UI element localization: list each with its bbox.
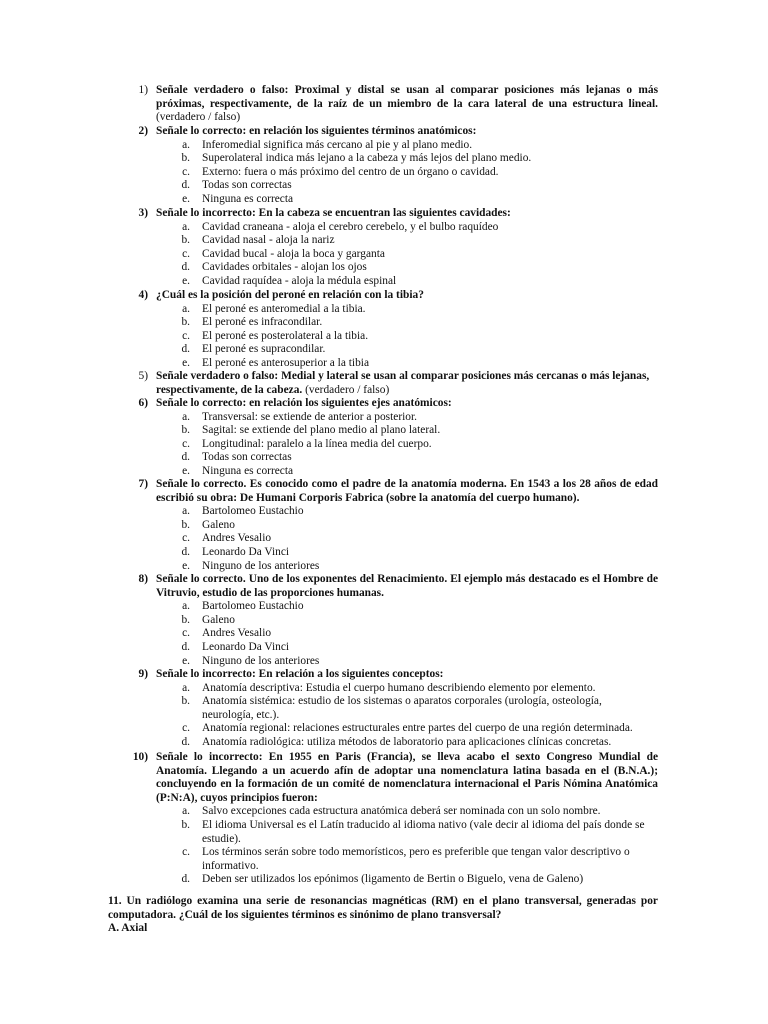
question-2 (108, 125, 658, 207)
question-4 (108, 289, 658, 371)
option-list (108, 411, 658, 479)
option-item: c. Los términos serán sobre todo memorísticos, pero es preferible que tengan valor descriptivo o informativo. (182, 846, 630, 872)
option-item: d. Todas son correctas (181, 451, 292, 464)
option-item: a. Cavidad craneana - aloja el cerebro cerebelo, y el bulbo raquídeo (182, 220, 499, 233)
question-number: 3) (138, 207, 148, 219)
answer-option: A. Axial (108, 922, 148, 935)
question-text: Señale lo correcto: en relación los siguientes ejes anatómicos: (156, 397, 452, 409)
option-item: e. Ninguna es correcta (182, 192, 294, 205)
answer-hint: (verdadero / falso) (156, 111, 241, 124)
option-item: d. Leonardo Da Vinci (181, 640, 290, 653)
option-item: c. Andres Vesalio (182, 532, 272, 545)
option-item: d. Deben ser utilizados los epónimos (ligamento de Bertin o Biguelo, vena de Galeno) (181, 873, 584, 886)
question-3 (108, 207, 658, 289)
option-item: a. Bartolomeo Eustachio (182, 600, 304, 613)
question-7 (108, 478, 658, 573)
question-text: ¿Cuál es la posición del peroné en relación con la tibia? (156, 289, 424, 301)
answer-hint: (verdadero / falso) (305, 383, 390, 396)
option-item: b. Superolateral indica más lejano a la cabeza y más lejos del plano medio. (181, 152, 532, 165)
question-8 (108, 573, 658, 668)
question-number: 10) (132, 751, 148, 763)
question-number: 1) (138, 84, 148, 96)
question-number: 2) (138, 125, 148, 137)
question-11 (108, 895, 658, 936)
option-item: e. Ninguna es correcta (182, 464, 294, 477)
option-item: d. Anatomía radiológica: utiliza métodos de laboratorio para aplicaciones clínicas concretas. (181, 735, 612, 748)
option-item: e. Ninguno de los anteriores (182, 654, 320, 667)
option-item: b. Galeno (181, 613, 235, 626)
option-item: e. Ninguno de los anteriores (182, 559, 320, 572)
question-number: 9) (138, 668, 148, 680)
question-text: 11. Un radiólogo examina una serie de resonancias magnéticas (RM) en el plano transversal, generadas por computadora. ¿Cuál de los siguientes términos es sinónimo de plano transversal? (108, 895, 658, 921)
option-item: d. Leonardo Da Vinci (181, 545, 290, 558)
question-number: 5) (138, 370, 148, 382)
question-text: Señale lo correcto. Uno de los exponentes del Renacimiento. El ejemplo más destacado es el Hombre de Vitruvio, estudio de las proporciones humanas. (156, 573, 658, 599)
question-text: Señale verdadero o falso: Medial y lateral se usan al comparar posiciones más cercanas o más lejanas, respectivamente, de la cabeza. (156, 370, 650, 396)
option-item: d. Cavidades orbitales - alojan los ojos (181, 261, 367, 274)
option-item: c. Andres Vesalio (182, 627, 272, 640)
option-item: b. Anatomía sistémica: estudio de los sistemas o aparatos corporales (urología, osteología, neurología, etc.). (181, 695, 602, 721)
option-item: b. Galeno (181, 518, 235, 531)
option-item: c. Externo: fuera o más próximo del centro de un órgano o cavidad. (182, 165, 499, 178)
option-item: c. Cavidad bucal - aloja la boca y garganta (182, 247, 385, 260)
option-list (108, 505, 658, 573)
question-text: Señale lo correcto. Es conocido como el padre de la anatomía moderna. En 1543 a los 28 años de edad escribió su obra: De Humani Corporis Fabrica (sobre la anatomía del cuerpo humano). (156, 478, 658, 504)
option-item: c. Anatomía regional: relaciones estructurales entre partes del cuerpo de una región determinada. (182, 722, 633, 735)
option-item: b. Cavidad nasal - aloja la nariz (181, 234, 335, 247)
option-list (108, 221, 658, 289)
question-6 (108, 397, 658, 479)
option-item: e. El peroné es anterosuperior a la tibia (182, 356, 369, 369)
question-text: Señale lo correcto: en relación los siguientes términos anatómicos: (156, 125, 477, 137)
option-item: a. Salvo excepciones cada estructura anatómica deberá ser nominada con un solo nombre. (182, 805, 601, 818)
option-item: a. Transversal: se extiende de anterior a posterior. (182, 410, 417, 423)
option-item: a. Inferomedial significa más cercano al pie y al plano medio. (182, 138, 473, 151)
option-list (108, 139, 658, 207)
question-text: Señale verdadero o falso: Proximal y distal se usan al comparar posiciones más lejanas o más próximas, respectivamente, de la raíz de un miembro de la cara lateral de una estructura lineal. (156, 84, 658, 110)
option-item: e. Cavidad raquídea - aloja la médula espinal (182, 274, 397, 287)
question-1 (108, 84, 658, 125)
option-item: a. El peroné es anteromedial a la tibia. (182, 302, 366, 315)
question-text: Señale lo incorrecto: En relación a los siguientes conceptos: (156, 668, 444, 680)
option-item: d. Todas son correctas (181, 179, 292, 192)
option-item: b. El idioma Universal es el Latín traducido al idioma nativo (vale decir al idioma del país donde se estudie). (181, 818, 645, 845)
question-10 (108, 751, 658, 887)
option-item: d. El peroné es supracondilar. (181, 343, 326, 356)
question-text: Señale lo incorrecto: En la cabeza se encuentran las siguientes cavidades: (156, 207, 511, 219)
option-item: c. El peroné es posterolateral a la tibia. (182, 329, 369, 342)
question-9 (108, 668, 658, 750)
question-number: 7) (138, 478, 148, 490)
question-number: 4) (138, 289, 148, 301)
option-item: a. Anatomía descriptiva: Estudia el cuerpo humano describiendo elemento por elemento. (182, 681, 596, 694)
question-number: 8) (138, 573, 148, 585)
option-item: c. Longitudinal: paralelo a la línea media del cuerpo. (182, 437, 432, 450)
option-item: b. Sagital: se extiende del plano medio al plano lateral. (181, 424, 441, 437)
question-5 (108, 370, 658, 397)
option-item: a. Bartolomeo Eustachio (182, 505, 304, 518)
option-list (108, 805, 658, 887)
question-number: 6) (138, 397, 148, 409)
option-list (108, 682, 658, 750)
question-text: Señale lo incorrecto: En 1955 en Paris (Francia), se lleva acabo el sexto Congreso Mundial de Anatomía. Llegando a un acuerdo afín de adoptar una nomenclatura latina basada en el (B.N.A.); concluyendo en la formación de un comité de nomenclatura internacional el Paris Nómina Anatómica (P:N:A), cuyos principios fueron: (156, 751, 658, 804)
option-list (108, 600, 658, 668)
option-list (108, 303, 658, 371)
option-item: b. El peroné es infracondilar. (181, 316, 323, 329)
